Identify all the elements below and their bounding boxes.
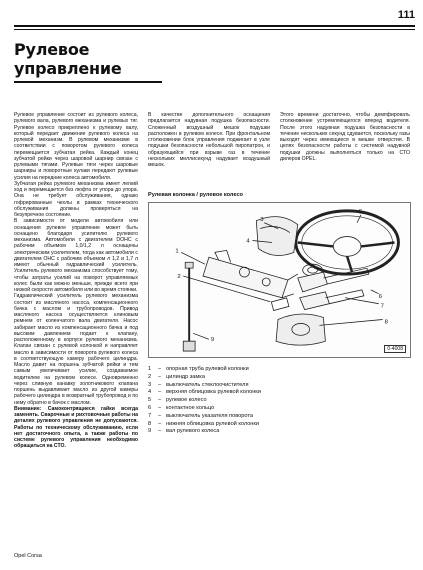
callout-label: 6	[378, 293, 383, 300]
header-rule	[14, 25, 415, 27]
legend-text: верхняя облицовка рулевой колонки	[166, 389, 261, 396]
legend-text: выключатель указателя поворота	[166, 412, 254, 419]
legend-dash: –	[158, 366, 162, 372]
legend-dash: –	[158, 404, 162, 411]
paragraph: Гидравлический усилитель рулевого механизма состоит из масляного насоса, компенсационного бачка с маслом и трубопроводов. Привод масляного насоса осуществляется клиновым ремнем от коленчатого вала двигателя. Насос забирает масло из компенсационного бачка и под высоким давлением подает к клапану, расположенному в корпусе рулевого механизма. Клапан связан с рулевой колонкой и направляет масло в зависимости от поворота рулевого колеса в соответствующую камеру рабочего цилиндра. Масло давит на поршень зубчатой рейки и тем самым увеличивает усилие, создаваемое водителем на рулевом колесе. Одновременно через сливную канавку золотникового клапана поршень выдавливает масло из другой камеры рабочего цилиндра в возвратный трубопровод и по нему обратно в бачок с маслом.	[14, 293, 138, 406]
figure-code: 0-4008	[384, 345, 406, 353]
middle-column	[148, 112, 270, 168]
title-block	[14, 40, 164, 83]
legend-number: 5	[148, 397, 152, 404]
callout-label: 3	[260, 216, 264, 223]
right-column	[280, 112, 410, 162]
exploded-view-drawing	[149, 203, 410, 357]
paragraph: В зависимости от модели автомобиля или оснащения рулевое управление может быть оснащено благодаря усилителю рулевого механизма. Автомобили с двигателем DOHC с рабочим объемом 1,0/1,2 л оснащены электрическим усилителем, тогда как автомобили с двигателем OHC с рабочим объемом л 1,2 и 1,7 л имеют обычный гидравлический усилитель. Усилитель рулевого механизма способствует тому, чтобы затраты усилий на поворот управляемых колес были как можно меньше, прежде всего при низкой скорости автомобиля или во время стоянки.	[14, 218, 138, 293]
figure-legend	[148, 366, 348, 436]
lower-shroud	[276, 314, 325, 345]
legend-dash: –	[158, 420, 162, 427]
page-title: Рулевое управление	[14, 40, 122, 78]
legend-text: рулевое колесо	[166, 397, 207, 404]
callout-label: 4	[246, 238, 250, 245]
legend-item	[148, 389, 348, 397]
legend-dash: –	[158, 381, 162, 388]
legend-dash: –	[158, 412, 162, 419]
legend-dash: –	[158, 389, 162, 396]
legend-text: нижняя облицовка рулевой колонки	[166, 420, 259, 427]
callout-label: 9	[210, 337, 215, 344]
paragraph: Зубчатая рейка рулевого механизма имеет легкий ход и перемещается без люфта от упора до упора. Она не требует обслуживания, однако гофрированные чехлы в рамках технического обслуживания должны проверяться на безупречное состояние.	[14, 180, 138, 218]
legend-text: контактное кольцо	[166, 404, 215, 411]
left-column	[14, 112, 138, 450]
header-rule-thin	[14, 29, 415, 30]
paragraph: Этого времени достаточно, чтобы демпфировать столкновение устремляющегося вперед водителя. После этого надувная подушка безопасности в течение нескольких секунд сдувается, поскольку газы выходят через имеющиеся в мешке отверстия. В целях безопасности работы с системой надувной подушки должны выполняться только на СТО дилеров OPEL.	[280, 112, 410, 162]
legend-dash: –	[158, 397, 162, 404]
column-tube	[203, 257, 288, 297]
legend-number: 9	[148, 428, 152, 435]
legend-item	[148, 405, 348, 413]
legend-item	[148, 421, 348, 429]
lock-cylinder	[271, 298, 289, 311]
legend-text: цилиндр замка	[166, 373, 205, 380]
callout-label: 1	[175, 248, 179, 255]
title-underline	[14, 81, 162, 83]
callout-label: 8	[384, 319, 388, 326]
wiper-switch	[298, 272, 328, 292]
indicator-switch	[300, 292, 330, 310]
legend-number: 7	[148, 412, 152, 419]
legend-dash: –	[158, 428, 162, 435]
callout-label: 5	[358, 208, 363, 215]
legend-item	[148, 374, 348, 382]
legend-number: 2	[148, 373, 152, 380]
steering-column-figure	[148, 202, 411, 358]
steering-wheel-hub	[333, 237, 361, 257]
legend-item	[148, 366, 348, 374]
legend-number: 3	[148, 381, 152, 388]
footer-model-name: Opel Corsa	[14, 553, 42, 559]
callout-label: 7	[380, 303, 384, 310]
legend-number: 6	[148, 404, 152, 411]
paragraph: Рулевое управление состоит из рулевого колеса, рулевого вала, рулевого механизма и рулевых тяг. Рулевое колесо прикреплено к рулевому валу, который передает движение рулевого колеса на рулевой механизм. В рулевом механизме в соответствии с поворотом рулевого колеса перемещается зубчатая рейка. Каждый конец зубчатой рейки через шаровой шарнир связан с рулевыми тягами. Рулевые тяги через шаровые шарниры и поворотные кулаки передают рулевые усилия на передние колеса автомобиля.	[14, 112, 138, 181]
legend-dash: –	[158, 373, 162, 380]
paragraph: В качестве дополнительного оснащения предлагается надувная подушка безопасности. Сложенный воздушный мешок подушки расположен в рулевом колесе. При фронтальном столкновении блок управления поджигает в узле подушки безопасности небольшой пиропатрон, и образующийся при взрыве газ в течение нескольких миллисекунд надувает воздушный мешок.	[148, 112, 270, 168]
legend-item	[148, 397, 348, 405]
legend-number: 8	[148, 420, 152, 427]
legend-text: опорная труба рулевой колонки	[166, 366, 249, 372]
legend-item	[148, 413, 348, 421]
legend-text: выключатель стеклоочистителя	[166, 381, 249, 388]
legend-text: вал рулевого колеса	[166, 428, 220, 435]
callout-label: 2	[177, 274, 181, 281]
legend-item	[148, 428, 348, 436]
caution-paragraph: Внимание: Самоконтрящиеся гайки всегда заменять. Сварочные и рихтовочные работы на деталях рулевого управления не допускаются. Работы по техническому обслуживанию, если нет достаточного опыта, а также работы по системе рулевого управления необходимо обращаться на СТО.	[14, 405, 138, 450]
legend-number: 4	[148, 389, 152, 396]
legend-number: 1	[148, 366, 152, 372]
page-number: 111	[397, 9, 415, 21]
figure-caption: Рулевая колонка / рулевое колесо	[148, 192, 243, 198]
